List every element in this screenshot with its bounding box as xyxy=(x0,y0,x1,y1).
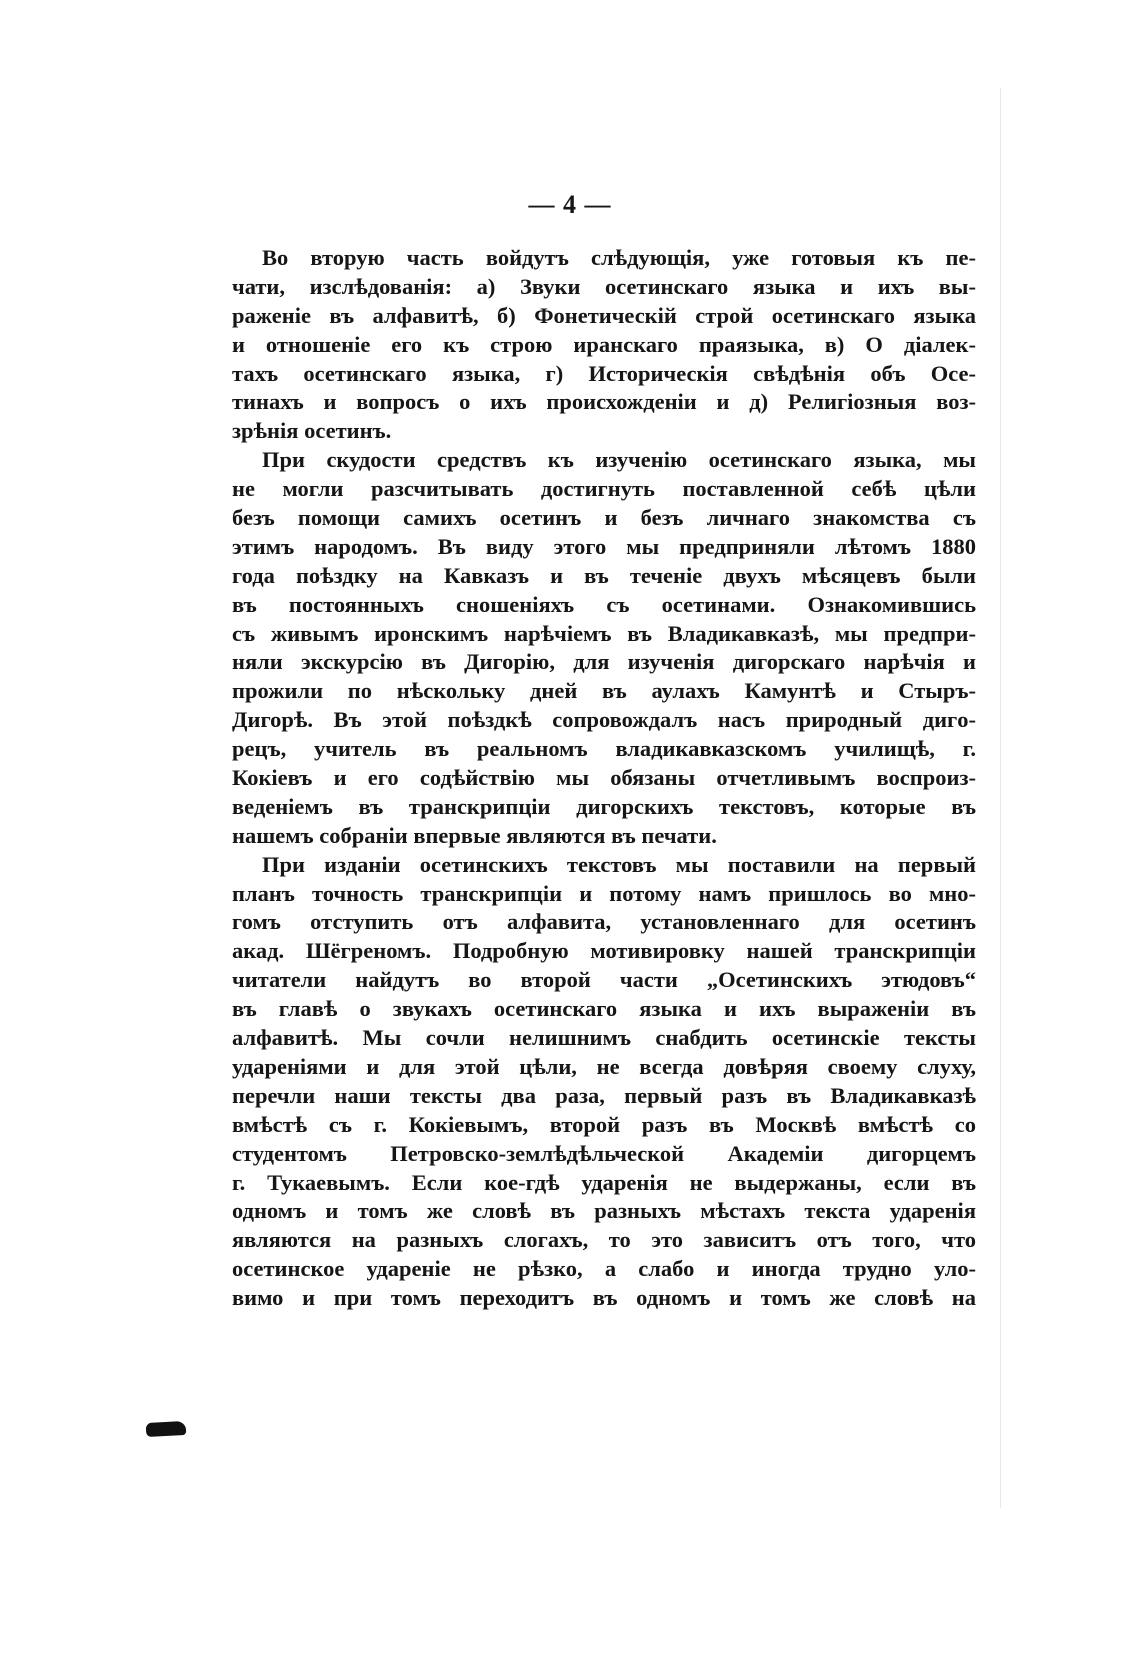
text-line: тахъ осетинскаго языка, г) Историческія свѣдѣнія объ Осе- xyxy=(232,360,976,386)
body-text xyxy=(232,244,976,1313)
text-line: Дигорѣ. Въ этой поѣздкѣ сопровождалъ насъ природный дигo- xyxy=(232,707,976,733)
paragraph-3 xyxy=(232,851,976,1313)
text-line: рецъ, учитель въ реальномъ владикавказскомъ училищѣ, г. xyxy=(232,736,976,762)
text-line: зрѣнія осетинъ. xyxy=(232,418,392,444)
paragraph-1 xyxy=(232,244,976,446)
text-line: чати, изслѣдованія: а) Звуки осетинскаго языка и ихъ вы- xyxy=(232,273,976,299)
text-line: раженіе въ алфавитѣ, б) Фонетическій строй осетинскаго языка xyxy=(232,302,976,328)
text-line: года поѣздку на Кавказъ и въ теченіе двухъ мѣсяцевъ были xyxy=(232,562,976,588)
text-line: Во вторую часть войдутъ слѣдующія, уже готовыя къ пе- xyxy=(262,245,976,270)
text-line: безъ помощи самихъ осетинъ и безъ личнаго знакомства съ xyxy=(232,505,976,531)
text-line: въ постоянныхъ сношеніяхъ съ осетинами. Ознакомившись xyxy=(232,591,976,617)
text-line: являются на разныхъ слогахъ, то это зависитъ отъ того, что xyxy=(232,1227,976,1253)
text-line: съ живымъ иронскимъ нарѣчіемъ въ Владикавказѣ, мы предпри- xyxy=(232,620,976,646)
text-line: При скудости средствъ къ изученію осетинскаго языка, мы xyxy=(262,447,976,473)
text-line: веденіемъ въ транскрипціи дигорскихъ текстовъ, которые въ xyxy=(232,793,976,819)
text-line: няли экскурсію въ Дигорію, для изученія дигорскаго нарѣчія и xyxy=(232,649,976,675)
text-line: перечли наши тексты два раза, первый разъ въ Владикавказѣ xyxy=(232,1082,976,1108)
text-line: При изданіи осетинскихъ текстовъ мы поставили на первый xyxy=(262,851,976,877)
text-line: тинахъ и вопросъ о ихъ происхожденіи и д) Религіозныя воз- xyxy=(232,389,976,415)
text-line: студентомъ Петровско-землѣдѣльческой Академіи дигорцемъ xyxy=(232,1140,976,1166)
text-line: г. Тукаевымъ. Если кое-гдѣ ударенія не выдержаны, если въ xyxy=(232,1169,976,1195)
text-line: акад. Шёгреномъ. Подробную мотивировку нашей транскрипціи xyxy=(232,938,976,964)
text-line: и отношеніе его къ строю иранскаго праязыка, в) О діалек- xyxy=(232,331,976,357)
text-line: этимъ народомъ. Въ виду этого мы предприняли лѣтомъ 1880 xyxy=(232,533,976,559)
text-line: вмѣстѣ съ г. Кокіевымъ, второй разъ въ Москвѣ вмѣстѣ со xyxy=(232,1111,976,1137)
text-line: удареніями и для этой цѣли, не всегда довѣряя своему слуху, xyxy=(232,1053,976,1079)
text-line: одномъ и томъ же словѣ въ разныхъ мѣстахъ текста ударенія xyxy=(232,1198,976,1224)
text-line: Кокіевъ и его содѣйствію мы обязаны отчетливымъ воспроиз- xyxy=(232,765,976,791)
text-line: нашемъ собраніи впервые являются въ печати. xyxy=(232,822,717,848)
text-line: планъ точность транскрипціи и потому намъ пришлось во мно- xyxy=(232,880,976,906)
paragraph-2 xyxy=(232,446,976,850)
text-line: осетинское удареніе не рѣзко, а слабо и иногда трудно уло- xyxy=(232,1256,976,1282)
text-line: гомъ отступить отъ алфавита, установленнаго для осетинъ xyxy=(232,909,976,935)
ink-blot xyxy=(146,1421,187,1437)
page-number: — 4 — xyxy=(528,190,612,219)
text-line: въ главѣ о звукахъ осетинскаго языка и ихъ выраженіи въ xyxy=(232,996,976,1022)
text-line: алфавитѣ. Мы сочли нелишнимъ снабдить осетинскіе тексты xyxy=(232,1025,976,1051)
text-line: прожили по нѣскольку дней въ аулахъ Камунтѣ и Стыръ- xyxy=(232,678,976,704)
text-line: читатели найдутъ во второй части „Осетинскихъ этюдовъ“ xyxy=(232,967,976,993)
text-line: не могли разсчитывать достигнуть поставленной себѣ цѣли xyxy=(232,476,976,502)
scan-edge xyxy=(1000,88,1001,1508)
text-line: вимо и при томъ переходитъ въ одномъ и томъ же словѣ на xyxy=(232,1285,976,1311)
